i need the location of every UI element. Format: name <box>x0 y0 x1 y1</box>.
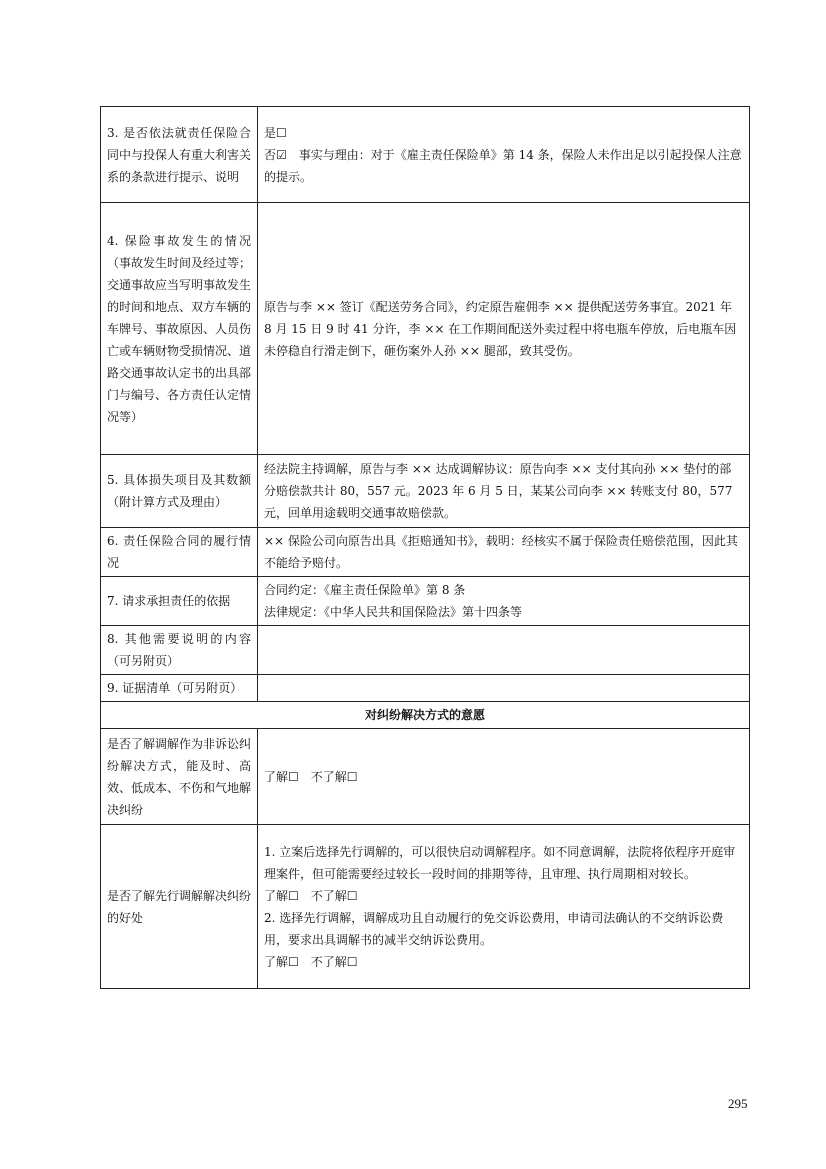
row-value <box>258 203 750 455</box>
benefit-1: 1. 立案后选择先行调解的，可以很快启动调解程序。如不同意调解，法院将依程序开庭审理案件，但可能需要经过较长一段时间的排期等待，且审理、执行周期相对较长。 <box>264 844 736 881</box>
row-label: 是否了解调解作为非诉讼纠纷解决方式，能及时、高效、低成本、不伤和气地解决纠纷 <box>101 729 258 825</box>
row-label: 是否了解先行调解解决纠纷的好处 <box>101 825 258 989</box>
table-row <box>101 729 750 825</box>
table-row <box>101 825 750 989</box>
section-title: 对纠纷解决方式的意愿 <box>101 702 750 729</box>
row-value-empty <box>258 675 750 702</box>
row-label: 7. 请求承担责任的依据 <box>101 577 258 626</box>
row-value <box>258 729 750 825</box>
row-value <box>258 825 750 989</box>
complaint-form-table <box>100 106 750 989</box>
checkbox-no-line: 否☑ 事实与理由：对于《雇主责任保险单》第 14 条，保险人未作出足以引起投保人注意的提示。 <box>264 147 742 184</box>
performance-description: ×× 保险公司向原告出具《拒赔通知书》，载明：经核实不属于保险责任赔偿范围，因此其不能给予赔付。 <box>264 534 738 570</box>
table-row <box>101 455 750 528</box>
checkbox-yes-line: 是☐ <box>264 125 287 140</box>
understand-choice-2: 了解☐ 不了解☐ <box>264 954 358 969</box>
table-row <box>101 626 750 675</box>
row-value <box>258 528 750 577</box>
row-value-empty <box>258 626 750 675</box>
row-value <box>258 455 750 528</box>
row-label: 5. 具体损失项目及其数额（附计算方式及理由） <box>101 455 258 528</box>
row-label: 8. 其他需要说明的内容（可另附页） <box>101 626 258 675</box>
table-row <box>101 675 750 702</box>
table-row <box>101 107 750 203</box>
understand-choice-1: 了解☐ 不了解☐ <box>264 888 358 903</box>
row-label: 6. 责任保险合同的履行情况 <box>101 528 258 577</box>
row-value <box>258 107 750 203</box>
table-row <box>101 528 750 577</box>
row-label: 9. 证据清单（可另附页） <box>101 675 258 702</box>
row-label: 4. 保险事故发生的情况（事故发生时间及经过等；交通事故应当写明事故发生的时间和地点、双方车辆的车牌号、事故原因、人员伤亡或车辆财物受损情况、道路交通事故认定书的出具部门与编号、各方责任认定情况等） <box>101 203 258 455</box>
accident-description: 原告与李 ×× 签订《配送劳务合同》，约定原告雇佣李 ×× 提供配送劳务事宜。2021 年 8 月 15 日 9 时 41 分许，李 ×× 在工作期间配送外卖过程中将电瓶车停放，后电瓶车因未停稳自行滑走倒下，砸伤案外人孙 ×× 腿部，致其受伤。 <box>264 299 737 358</box>
page-number: 295 <box>728 1096 748 1111</box>
loss-description: 经法院主持调解，原告与李 ×× 达成调解协议：原告向李 ×× 支付其向孙 ×× 垫付的部分赔偿款共计 80，557 元。2023 年 6 月 5 日，某某公司向李 ×× 转账支付 80，577 元，回单用途载明交通事故赔偿款。 <box>264 462 733 520</box>
benefit-2: 2. 选择先行调解，调解成功且自动履行的免交诉讼费用，申请司法确认的不交纳诉讼费用，要求出具调解书的减半交纳诉讼费用。 <box>264 910 724 947</box>
row-value <box>258 577 750 626</box>
contract-basis: 合同约定：《雇主责任保险单》第 8 条 <box>264 583 466 597</box>
row-label: 3. 是否依法就责任保险合同中与投保人有重大利害关系的条款进行提示、说明 <box>101 107 258 203</box>
understand-choice: 了解☐ 不了解☐ <box>264 769 358 784</box>
legal-basis: 法律规定：《中华人民共和国保险法》第十四条等 <box>264 605 523 619</box>
section-title-row <box>101 702 750 729</box>
table-row <box>101 577 750 626</box>
table-row <box>101 203 750 455</box>
